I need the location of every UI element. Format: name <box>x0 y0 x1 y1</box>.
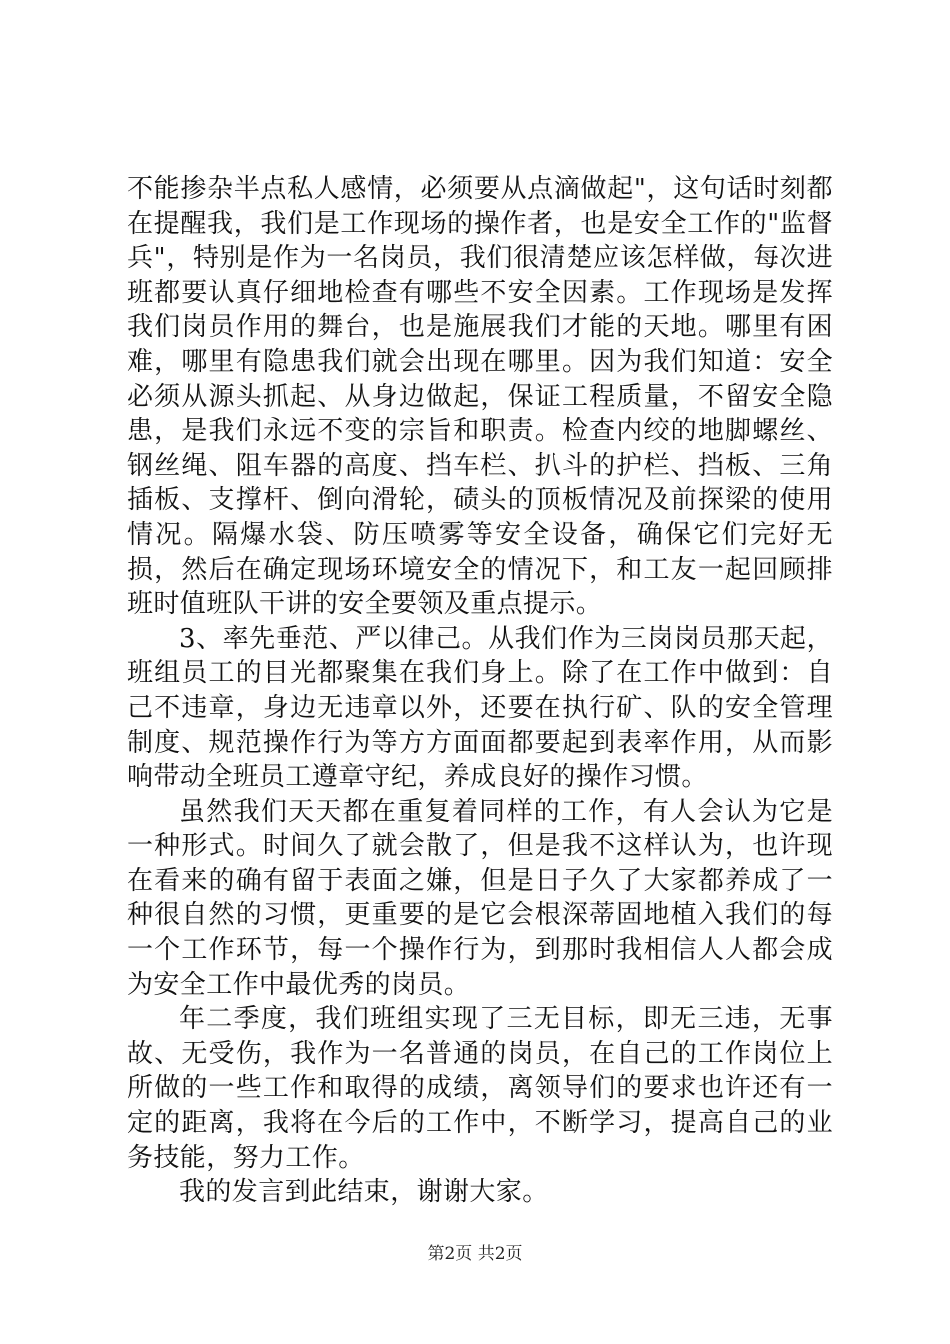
paragraph-achievement: 年二季度，我们班组实现了三无目标，即无三违，无事故、无受伤，我作为一名普通的岗员，在自己的工作岗位上所做的一些工作和取得的成绩，离领导们的要求也许还有一定的距离，我将在今后的工作中，不断学习，提高自己的业务技能，努力工作。 <box>127 1004 833 1173</box>
paragraph-continuation: 不能掺杂半点私人感情，必须要从点滴做起"，这句话时刻都在提醒我，我们是工作现场的操作者，也是安全工作的"监督兵"，特别是作为一名岗员，我们很清楚应该怎样做，每次进班都要认真仔细地检查有哪些不安全因素。工作现场是发挥我们岗员作用的舞台，也是施展我们才能的天地。哪里有困难，哪里有隐患我们就会出现在哪里。因为我们知道：安全必须从源头抓起、从身边做起，保证工程质量，不留安全隐患，是我们永远不变的宗旨和职责。检查内绞的地脚螺丝、钢丝绳、阻车器的高度、挡车栏、扒斗的护栏、挡板、三角插板、支撑杆、倒向滑轮，碛头的顶板情况及前探梁的使用情况。隔爆水袋、防压喷雾等安全设备，确保它们完好无损，然后在确定现场环境安全的情况下，和工友一起回顾排班时值班队干讲的安全要领及重点提示。 <box>127 174 833 620</box>
paragraph-closing: 我的发言到此结束，谢谢大家。 <box>179 1177 549 1208</box>
page-footer: 第2页 共2页 <box>427 1244 523 1264</box>
paragraph-reflection: 虽然我们天天都在重复着同样的工作，有人会认为它是一种形式。时间久了就会散了，但是我不这样认为，也许现在看来的确有留于表面之嫌，但是日子久了大家都养成了一种很自然的习惯，更重要的是它会根深蒂固地植入我们的每一个工作环节，每一个操作行为，到那时我相信人人都会成为安全工作中最优秀的岗员。 <box>127 796 833 1000</box>
document-body <box>127 172 833 1210</box>
paragraph-point-3: 3、率先垂范、严以律己。从我们作为三岗岗员那天起，班组员工的目光都聚集在我们身上。除了在工作中做到：自己不违章，身边无违章以外，还要在执行矿、队的安全管理制度、规范操作行为等方方面面都要起到表率作用，从而影响带动全班员工遵章守纪，养成良好的操作习惯。 <box>127 623 833 793</box>
